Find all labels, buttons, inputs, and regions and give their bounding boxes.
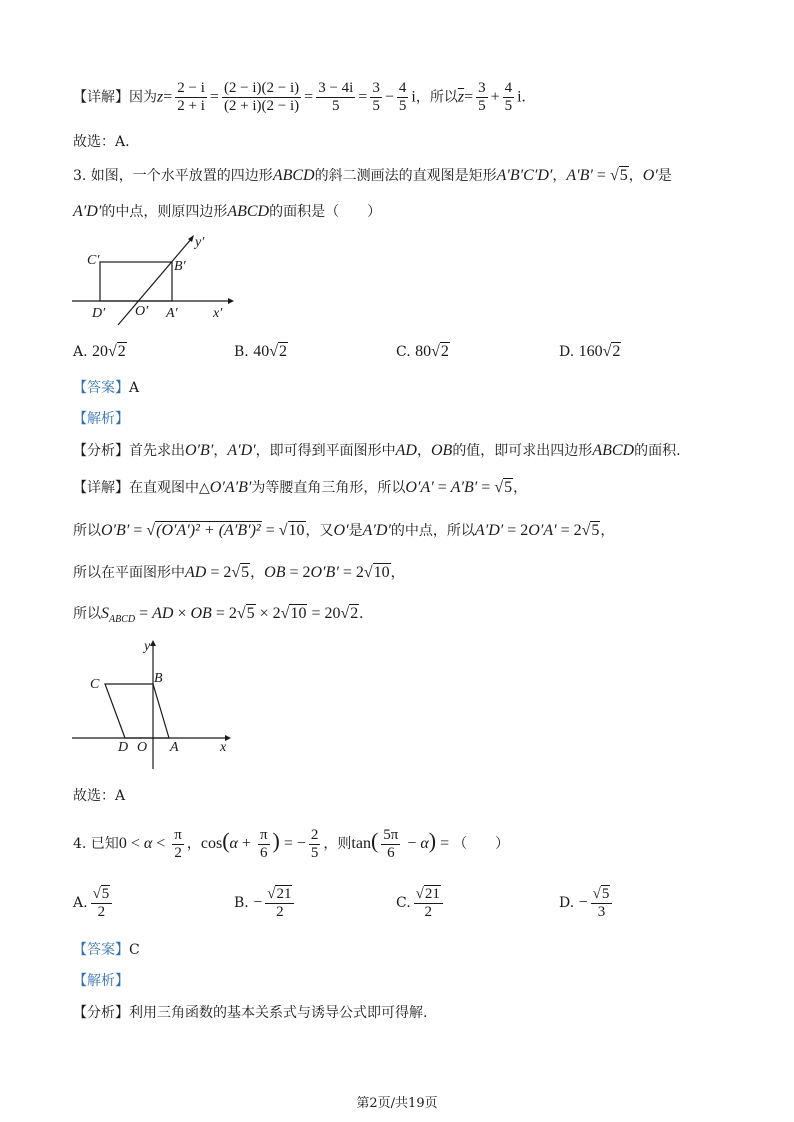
imag-unit: i [411,88,416,106]
var-ad: A′D′ [362,522,391,539]
text: . [359,605,364,622]
text: 首先求出 [129,443,185,459]
option-letter: B. [234,344,249,360]
equals: = 20 [307,605,341,622]
tag-detail: 【详解】 [73,480,129,496]
numerator: 5π [383,826,399,843]
label-x: x [220,740,227,755]
equals: = [358,88,368,106]
option-letter: A. [73,895,88,911]
equals: = [592,167,610,184]
coef: 40 [253,343,270,360]
option-b[interactable]: B. 40√2 [234,343,287,360]
solution-line-z [73,80,526,115]
text: ， [213,443,228,459]
label-o: O [137,740,148,755]
text: 所以在平面图形中 [73,565,185,581]
question-3-line2 [73,202,381,222]
fraction [397,80,409,115]
label-c-prime: C′ [87,253,100,268]
numerator: 4 [504,80,513,96]
label-b-prime: B′ [174,259,186,274]
fraction: $\frac{√21}{2}$ [414,886,443,921]
detail-3: 【详解】在直观图中△O′A′B′为等腰直角三角形，所以O′A′ = A′B′ = √5， [73,479,528,496]
sqrt-expression: (O′A′)² + (A′B′)² [156,522,261,539]
y-prime-axis [118,238,192,325]
numerator: (2 − i)(2 − i) [223,80,300,96]
option-a[interactable] [73,884,115,922]
var-o: O′ [642,167,658,184]
denominator: 5 [398,98,407,114]
paren: ( [370,828,379,853]
label-d-prime: D′ [92,306,106,321]
radicand: 5 [101,885,110,902]
denominator: 5 [332,98,340,114]
equals: = [261,522,279,539]
radicand: 2 [278,343,287,360]
equals: = [163,88,173,106]
equals: = 2 [556,522,582,539]
text: 的中点，所以 [390,523,475,539]
paren: ( [222,828,230,853]
rectangle-abcd-prime [100,262,172,301]
var-rect: A′B′C′D′ [496,167,553,184]
equals: = [129,522,147,539]
var-ob: O′B′ [185,442,214,459]
equals: = 2 [338,564,364,581]
text: ， [552,168,567,184]
fraction [172,827,184,862]
equals: = [209,88,219,106]
radicand: 21 [424,885,440,902]
text: 是 [348,523,363,539]
var-ob: OB [430,442,453,459]
label-y-prime: y′ [195,235,205,250]
paren: ) [428,828,437,853]
fraction: $\frac{√5}{3}$ [591,886,613,921]
solution-area-line: 所以$S_{ABCD}$ = AD × OB = 2√5 × 2√10 = 20√2. [73,605,364,625]
label-a-prime: A′ [166,306,178,321]
text: ，则 [323,836,352,852]
answer-4 [73,940,140,960]
tag-analysis: 【分析】 [73,1005,129,1021]
radicand: 21 [276,885,292,902]
option-letter: C. [396,344,411,360]
text: 【解析】 [73,973,129,989]
sign: − [253,894,263,911]
text: 的中点，则原四边形 [101,204,228,220]
question-4 [73,822,509,863]
numerator: 3 [478,80,486,96]
text: 的面积. [634,443,681,459]
sqrt-value: 5 [619,167,628,184]
denominator: 2 + i [177,98,205,114]
sqrt-value: 5 [504,479,513,496]
option-b[interactable] [234,884,297,922]
less-than: < [152,835,170,852]
sign: − [578,894,588,911]
text: 所以 [73,523,101,539]
equals: = − [279,835,306,852]
sqrt-value: 10 [290,605,307,622]
number: 0 < [118,835,144,852]
numerator: 3 [372,80,380,96]
text: ， [250,565,265,581]
var-ad: A′D′ [474,522,504,539]
text: ， [600,523,615,539]
option-letter: C. [396,895,411,911]
denominator: 2 [174,844,182,861]
quadrilateral-abcd [105,684,169,738]
func-tan: tan [351,835,371,852]
denominator: 2 [97,903,106,920]
var-s: S [101,605,109,622]
denominator: 2 [424,903,433,920]
option-c[interactable] [396,884,446,922]
answer-3 [73,378,139,398]
var-ab: A′B′ [566,167,593,184]
equals: = [304,88,314,106]
radicand: 2 [612,343,621,360]
radicand: 5 [601,885,610,902]
sqrt-value: 10 [288,522,305,539]
times: × [173,605,191,622]
var-abcd: ABCD [272,167,315,184]
answer-value: C [129,942,140,958]
text: 因为 [129,89,157,106]
var-abcd: ABCD [227,203,270,220]
var-abcd: ABCD [592,442,635,459]
fraction [503,80,515,115]
page-footer [0,1092,794,1111]
x-axis-arrow [228,298,234,304]
var-ad: AD [395,442,417,459]
label-o-prime: O′ [135,304,149,319]
analysis-3 [73,441,681,461]
sqrt-value: 10 [373,564,390,581]
subscript: ABCD [109,613,136,625]
equals: = [436,835,454,852]
analysis-heading-3 [73,409,129,429]
coef: 20 [92,343,109,360]
denominator: 5 [478,98,486,114]
func-cos: cos [200,835,223,852]
var-ab: A′B′ [450,479,478,496]
figure-oblique-drawing [70,230,240,328]
option-letter: D. [559,895,575,911]
var-oa: O′A′ [528,522,557,539]
y-axis-arrow [150,640,156,646]
text: 是 [657,168,672,184]
fraction [222,80,301,115]
equals: = 2 [503,522,529,539]
denominator: 6 [259,844,268,861]
numerator: 2 [310,826,319,843]
text: 3. 如图，一个水平放置的四边形 [73,168,273,184]
radicand: 2 [440,343,449,360]
tag-answer: 【答案】 [73,942,129,958]
text: ，又 [305,523,334,539]
equals: = [477,479,495,496]
numerator: 2 − i [177,80,205,96]
equals: = 2 [211,605,237,622]
text: 故选：A [73,788,126,804]
page-number: 第2页/共19页 [356,1096,438,1111]
coef: 80 [415,343,432,360]
sqrt-value: 5 [591,522,600,539]
question-3-line1: 3. 如图，一个水平放置的四边形ABCD的斜二测画法的直观图是矩形A′B′C′D′，A′B′ = √5，O′是 [73,167,672,184]
var-o: O′ [333,522,349,539]
text: （ ） [453,836,510,852]
analysis-4 [73,1003,427,1023]
text: 利用三角函数的基本关系式与诱导公式即可得解. [129,1005,428,1021]
var-ob: O′B′ [101,522,130,539]
text: i. [517,88,526,106]
minus: − [403,835,421,852]
tag-analysis: 【分析】 [73,443,129,459]
equals: = [135,605,153,622]
text: 【解析】 [73,411,129,427]
option-letter: D. [559,344,575,360]
paren: ) [272,828,280,853]
text: ， [186,836,201,852]
analysis-heading-4 [73,971,129,991]
tag-answer: 【答案】 [73,380,129,396]
text: 的斜二测画法的直观图是矩形 [314,168,497,184]
text: 的面积是（ ） [269,204,382,220]
equals: = [464,88,474,106]
text: 4. 已知 [73,836,119,852]
text: 所以 [73,606,101,622]
var-ob: OB [264,564,286,581]
times: × 2 [255,605,281,622]
equals: = [433,479,451,496]
denominator: 3 [597,903,606,920]
label-x-prime: x′ [213,306,223,321]
var-ad: A′D′ [73,203,102,220]
label-d: D [118,740,129,755]
denominator: 5 [310,844,319,861]
var-z: z [157,88,164,106]
option-d[interactable] [559,884,615,922]
numerator: 4 [398,80,407,96]
sqrt-value: 2 [350,605,359,622]
var-z-bar: $\overline{z}$ [457,88,465,106]
solution-ob-line: 所以O′B′ = √(O′A′)² + (A′B′)² = √10，又O′是A′D′的中点，所以A′D′ = 2O′A′ = 2√5， [73,522,615,539]
var-triangle: O′A′B′ [209,479,252,496]
label-y: y [144,639,151,654]
var-oa: O′A′ [405,479,434,496]
numerator: π [174,826,182,843]
sqrt-value: 5 [246,605,255,622]
var-ad: AD [185,564,207,581]
option-letter: B. [234,895,249,911]
answer-select-2 [73,132,130,152]
denominator: 5 [372,98,380,114]
fraction [476,80,488,115]
equals: = 2 [206,564,232,581]
text: ， [416,443,431,459]
plus: + [237,835,255,852]
denominator: (2 + i)(2 − i) [223,98,300,114]
option-letter: A. [73,344,88,360]
text: 为等腰直角三角形，所以 [251,480,406,496]
fraction [309,827,321,862]
answer-select-3 [73,786,125,806]
denominator: 6 [387,844,395,861]
tag-detail: 【详解】 [73,89,129,106]
label-c: C [90,677,100,692]
label-a: A [170,740,179,755]
var-ob: OB [190,605,212,622]
text: ， [513,480,528,496]
fraction [370,80,382,115]
option-d[interactable]: D. 160√2 [559,343,621,360]
label-b: B [154,671,163,686]
text: ，即可得到平面图形中 [255,443,396,459]
var-alpha: α [143,835,153,852]
fraction [258,827,270,862]
radicand: 2 [117,343,126,360]
text: ， [628,168,643,184]
text: 在直观图中△ [129,480,210,496]
option-c[interactable]: C. 80√2 [396,343,449,360]
text: ， [390,565,405,581]
text: ，所以 [415,89,458,106]
denominator: 2 [276,903,284,920]
denominator: 5 [504,98,513,114]
minus: − [384,88,394,106]
answer-value: A [129,380,140,396]
text: 的值，即可求出四边形 [452,443,593,459]
coef: 160 [578,343,603,360]
plus: + [490,88,500,106]
fraction [381,827,400,862]
equals: = 2 [285,564,311,581]
var-ob: O′B′ [310,564,339,581]
fraction [316,80,355,115]
text: 故选：A. [73,134,130,150]
option-a[interactable]: A. 20√2 [73,343,126,360]
fraction: $\frac{√21}{2}$ [265,886,294,921]
figure-original-quadrilateral [70,636,240,774]
fraction [175,80,207,115]
numerator: 3 − 4i [318,80,354,96]
var-alpha: α [420,835,429,852]
var-ad: A′D′ [227,442,256,459]
fraction: $\frac{√5}{2}$ [91,886,113,921]
var-alpha: α [229,835,238,852]
var-ad: AD [152,605,174,622]
solution-plane-line: 所以在平面图形中AD = 2√5，OB = 2O′B′ = 2√10， [73,564,405,581]
sqrt-value: 5 [241,564,250,581]
numerator: π [259,826,268,843]
